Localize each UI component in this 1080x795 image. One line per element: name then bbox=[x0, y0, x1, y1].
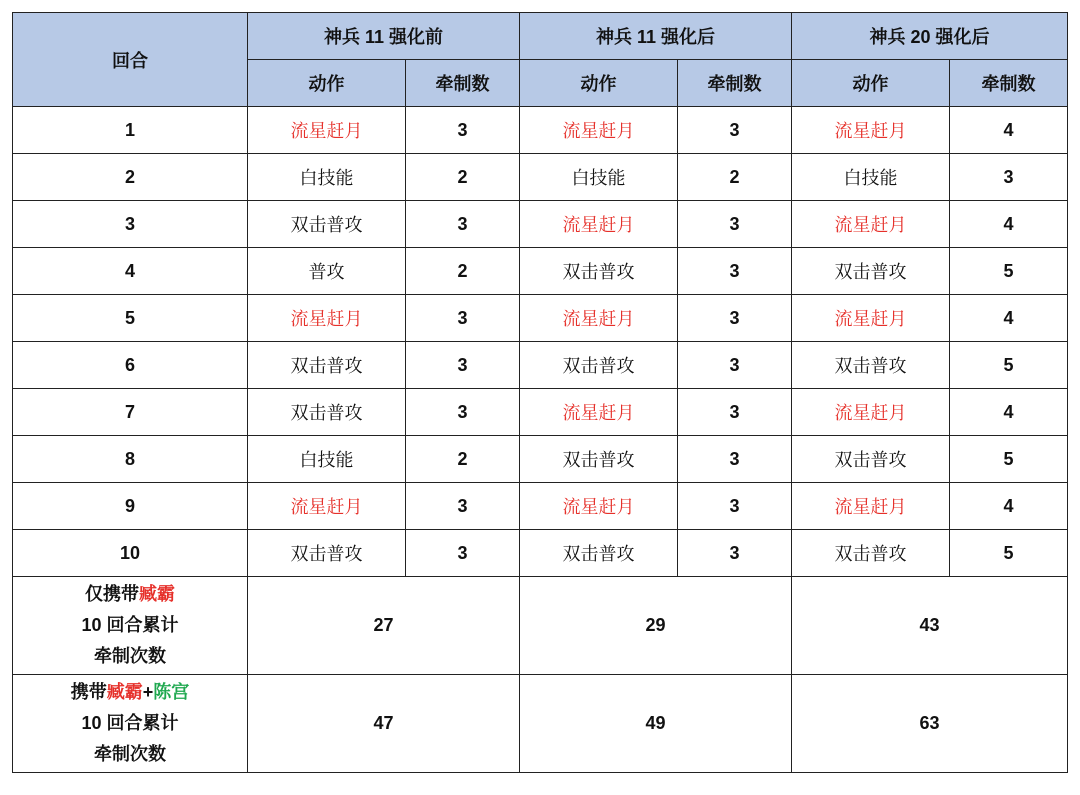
summary-total: 47 bbox=[248, 675, 520, 773]
count-cell: 3 bbox=[678, 342, 792, 389]
action-cell: 双击普攻 bbox=[792, 342, 950, 389]
summary-line: 10 回合累计 bbox=[81, 713, 179, 733]
action-cell: 双击普攻 bbox=[248, 389, 406, 436]
count-cell: 3 bbox=[678, 107, 792, 154]
action-cell: 双击普攻 bbox=[520, 530, 678, 577]
summary-line: 牵制次数 bbox=[94, 646, 166, 666]
table-row bbox=[13, 107, 1068, 154]
summary-total: 63 bbox=[792, 675, 1068, 773]
summary-row-zangba-chengong bbox=[13, 675, 1068, 773]
round-number: 6 bbox=[13, 342, 248, 389]
table-row bbox=[13, 154, 1068, 201]
count-cell: 2 bbox=[406, 248, 520, 295]
action-cell: 流星赶月 bbox=[792, 107, 950, 154]
table-row bbox=[13, 201, 1068, 248]
summary-total: 27 bbox=[248, 577, 520, 675]
action-cell: 双击普攻 bbox=[792, 530, 950, 577]
action-cell: 流星赶月 bbox=[520, 389, 678, 436]
round-number: 4 bbox=[13, 248, 248, 295]
summary-total: 49 bbox=[520, 675, 792, 773]
table-row bbox=[13, 295, 1068, 342]
action-cell: 白技能 bbox=[792, 154, 950, 201]
action-cell: 双击普攻 bbox=[520, 248, 678, 295]
round-number: 3 bbox=[13, 201, 248, 248]
count-cell: 2 bbox=[406, 154, 520, 201]
summary-section bbox=[13, 577, 1068, 773]
action-cell: 双击普攻 bbox=[248, 530, 406, 577]
count-cell: 3 bbox=[678, 483, 792, 530]
action-cell: 流星赶月 bbox=[792, 201, 950, 248]
count-cell: 3 bbox=[678, 436, 792, 483]
action-cell: 流星赶月 bbox=[520, 107, 678, 154]
table-row bbox=[13, 436, 1068, 483]
count-cell: 3 bbox=[406, 530, 520, 577]
action-cell: 白技能 bbox=[248, 154, 406, 201]
round-number: 1 bbox=[13, 107, 248, 154]
round-number: 7 bbox=[13, 389, 248, 436]
round-header: 回合 bbox=[13, 13, 248, 107]
round-number: 8 bbox=[13, 436, 248, 483]
table-header bbox=[13, 13, 1068, 107]
summary-total: 43 bbox=[792, 577, 1068, 675]
action-header: 动作 bbox=[792, 60, 950, 107]
count-cell: 3 bbox=[406, 201, 520, 248]
count-cell: 3 bbox=[950, 154, 1068, 201]
summary-row-zangba bbox=[13, 577, 1068, 675]
count-header: 牵制数 bbox=[950, 60, 1068, 107]
hero-name-zangba: 臧霸 bbox=[106, 682, 143, 702]
count-cell: 2 bbox=[678, 154, 792, 201]
table-row bbox=[13, 248, 1068, 295]
action-cell: 双击普攻 bbox=[520, 342, 678, 389]
summary-prefix: 携带 bbox=[70, 682, 107, 702]
count-cell: 2 bbox=[406, 436, 520, 483]
action-cell: 流星赶月 bbox=[792, 389, 950, 436]
count-cell: 4 bbox=[950, 483, 1068, 530]
hero-name-chengong: 陈宫 bbox=[153, 682, 190, 702]
summary-total: 29 bbox=[520, 577, 792, 675]
hero-name-zangba: 臧霸 bbox=[139, 584, 175, 604]
action-cell: 流星赶月 bbox=[792, 295, 950, 342]
action-cell: 白技能 bbox=[520, 154, 678, 201]
count-cell: 4 bbox=[950, 389, 1068, 436]
table-row bbox=[13, 389, 1068, 436]
count-cell: 3 bbox=[678, 530, 792, 577]
action-cell: 流星赶月 bbox=[248, 483, 406, 530]
count-cell: 3 bbox=[678, 201, 792, 248]
count-cell: 3 bbox=[678, 248, 792, 295]
count-cell: 3 bbox=[406, 483, 520, 530]
table-row bbox=[13, 530, 1068, 577]
count-header: 牵制数 bbox=[406, 60, 520, 107]
count-cell: 3 bbox=[406, 107, 520, 154]
action-cell: 流星赶月 bbox=[520, 295, 678, 342]
table-body bbox=[13, 107, 1068, 577]
count-cell: 4 bbox=[950, 107, 1068, 154]
group-header-2: 神兵 11 强化后 bbox=[520, 13, 792, 60]
summary-line: 10 回合累计 bbox=[81, 615, 179, 635]
action-cell: 流星赶月 bbox=[520, 201, 678, 248]
action-cell: 双击普攻 bbox=[792, 248, 950, 295]
count-header: 牵制数 bbox=[678, 60, 792, 107]
action-cell: 双击普攻 bbox=[248, 342, 406, 389]
count-cell: 3 bbox=[678, 389, 792, 436]
count-cell: 3 bbox=[406, 295, 520, 342]
summary-line: 牵制次数 bbox=[94, 744, 166, 764]
action-cell: 流星赶月 bbox=[792, 483, 950, 530]
summary-label bbox=[13, 675, 248, 773]
round-number: 10 bbox=[13, 530, 248, 577]
round-number: 9 bbox=[13, 483, 248, 530]
plus-sign: + bbox=[142, 682, 154, 702]
count-cell: 5 bbox=[950, 342, 1068, 389]
count-cell: 3 bbox=[406, 342, 520, 389]
round-number: 2 bbox=[13, 154, 248, 201]
action-header: 动作 bbox=[248, 60, 406, 107]
count-cell: 4 bbox=[950, 295, 1068, 342]
action-cell: 普攻 bbox=[248, 248, 406, 295]
count-cell: 3 bbox=[678, 295, 792, 342]
action-cell: 白技能 bbox=[248, 436, 406, 483]
action-cell: 流星赶月 bbox=[520, 483, 678, 530]
summary-prefix: 仅携带 bbox=[85, 584, 139, 604]
group-header-1: 神兵 11 强化前 bbox=[248, 13, 520, 60]
count-cell: 5 bbox=[950, 436, 1068, 483]
count-cell: 4 bbox=[950, 201, 1068, 248]
action-cell: 流星赶月 bbox=[248, 107, 406, 154]
action-header: 动作 bbox=[520, 60, 678, 107]
action-cell: 双击普攻 bbox=[248, 201, 406, 248]
action-cell: 双击普攻 bbox=[520, 436, 678, 483]
count-cell: 5 bbox=[950, 248, 1068, 295]
comparison-table bbox=[12, 12, 1068, 773]
round-number: 5 bbox=[13, 295, 248, 342]
count-cell: 5 bbox=[950, 530, 1068, 577]
count-cell: 3 bbox=[406, 389, 520, 436]
table-row bbox=[13, 342, 1068, 389]
group-header-3: 神兵 20 强化后 bbox=[792, 13, 1068, 60]
summary-label bbox=[13, 577, 248, 675]
action-cell: 双击普攻 bbox=[792, 436, 950, 483]
action-cell: 流星赶月 bbox=[248, 295, 406, 342]
table-row bbox=[13, 483, 1068, 530]
